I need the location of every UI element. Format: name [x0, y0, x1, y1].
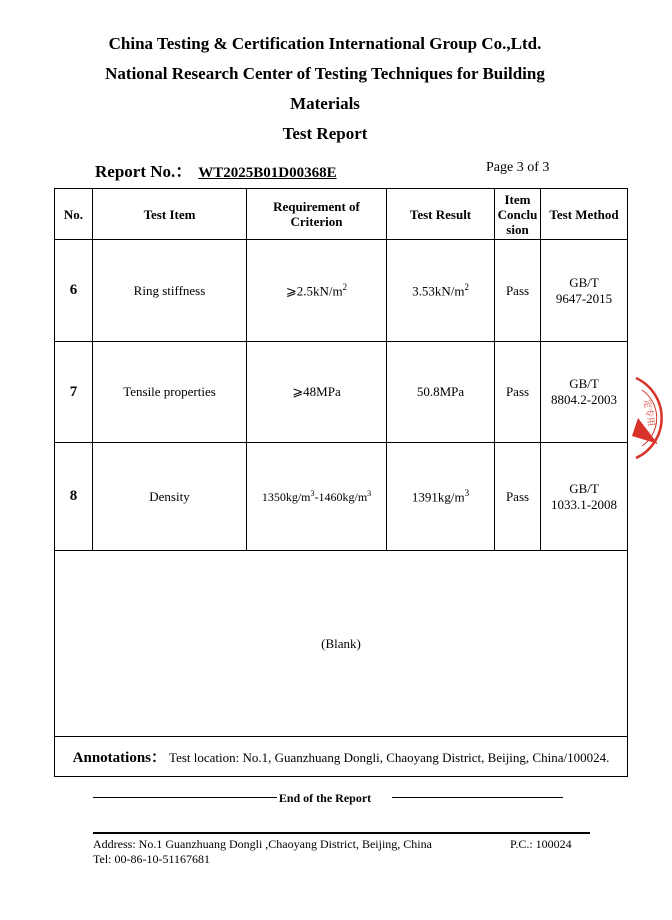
report-number-row	[95, 157, 337, 182]
col-criterion: Requirement of Criterion	[247, 189, 387, 240]
row-result: $3.53kN/m^2$	[387, 240, 495, 342]
row-conclusion: Pass	[495, 443, 541, 551]
tel-line: Tel: 00-86-10-51167681	[93, 852, 211, 866]
row-test-item: Density	[93, 443, 247, 551]
row-result: 50.8MPa	[387, 342, 495, 443]
table-row	[55, 443, 628, 551]
col-no: No.	[55, 189, 93, 240]
footer-address	[93, 837, 432, 867]
table-row	[55, 240, 628, 342]
report-number: WT2025B01D00368E	[198, 165, 337, 181]
row-conclusion: Pass	[495, 342, 541, 443]
annotations-text: Test location: No.1, Guanzhuang Dongli, Chaoyang District, Beijing, China/100024.	[169, 750, 610, 765]
row-method: GB/T 9647-2015	[541, 240, 628, 342]
row-criterion: ⩾48MPa	[247, 342, 387, 443]
test-results-table	[54, 188, 628, 777]
row-no: 8	[55, 443, 93, 551]
blank-note: (Blank)	[55, 551, 628, 737]
address-line: Address: No.1 Guanzhuang Dongli ,Chaoyang District, Beijing, China	[93, 837, 432, 851]
col-test-item: Test Item	[93, 189, 247, 240]
blank-row	[55, 551, 628, 737]
org-name: China Testing & Certification International Group Co.,Ltd.	[108, 34, 542, 53]
annotations-row	[55, 737, 628, 777]
col-conclusion: Item Conclu sion	[495, 189, 541, 240]
row-no: 7	[55, 342, 93, 443]
center-name: National Research Center of Testing Techniques for Building	[105, 64, 545, 83]
table-row	[55, 342, 628, 443]
row-criterion: $⩾2.5kN/m^2$	[247, 240, 387, 342]
row-criterion: $1350kg/m^3-1460kg/m^3$	[247, 443, 387, 551]
row-result: $1391kg/m^3$	[387, 443, 495, 551]
row-test-item: Tensile properties	[93, 342, 247, 443]
end-of-report: End of the Report	[278, 791, 372, 805]
col-method: Test Method	[541, 189, 628, 240]
document-title: Test Report	[282, 124, 368, 143]
row-method: GB/T 8804.2-2003	[541, 342, 628, 443]
svg-text:定专用: 定专用	[641, 398, 656, 428]
footer-rule	[93, 832, 590, 834]
row-method: GB/T 1033.1-2008	[541, 443, 628, 551]
postal-code: P.C.: 100024	[510, 837, 572, 851]
page-indicator: Page 3 of 3	[486, 160, 550, 175]
annotations-label: Annotations：	[72, 750, 167, 766]
report-number-label: Report No.：	[95, 162, 193, 181]
table-header-row	[55, 189, 628, 240]
seal-stamp-icon	[628, 374, 672, 462]
row-conclusion: Pass	[495, 240, 541, 342]
row-test-item: Ring stiffness	[93, 240, 247, 342]
center-name-cont: Materials	[290, 94, 360, 113]
col-result: Test Result	[387, 189, 495, 240]
row-no: 6	[55, 240, 93, 342]
